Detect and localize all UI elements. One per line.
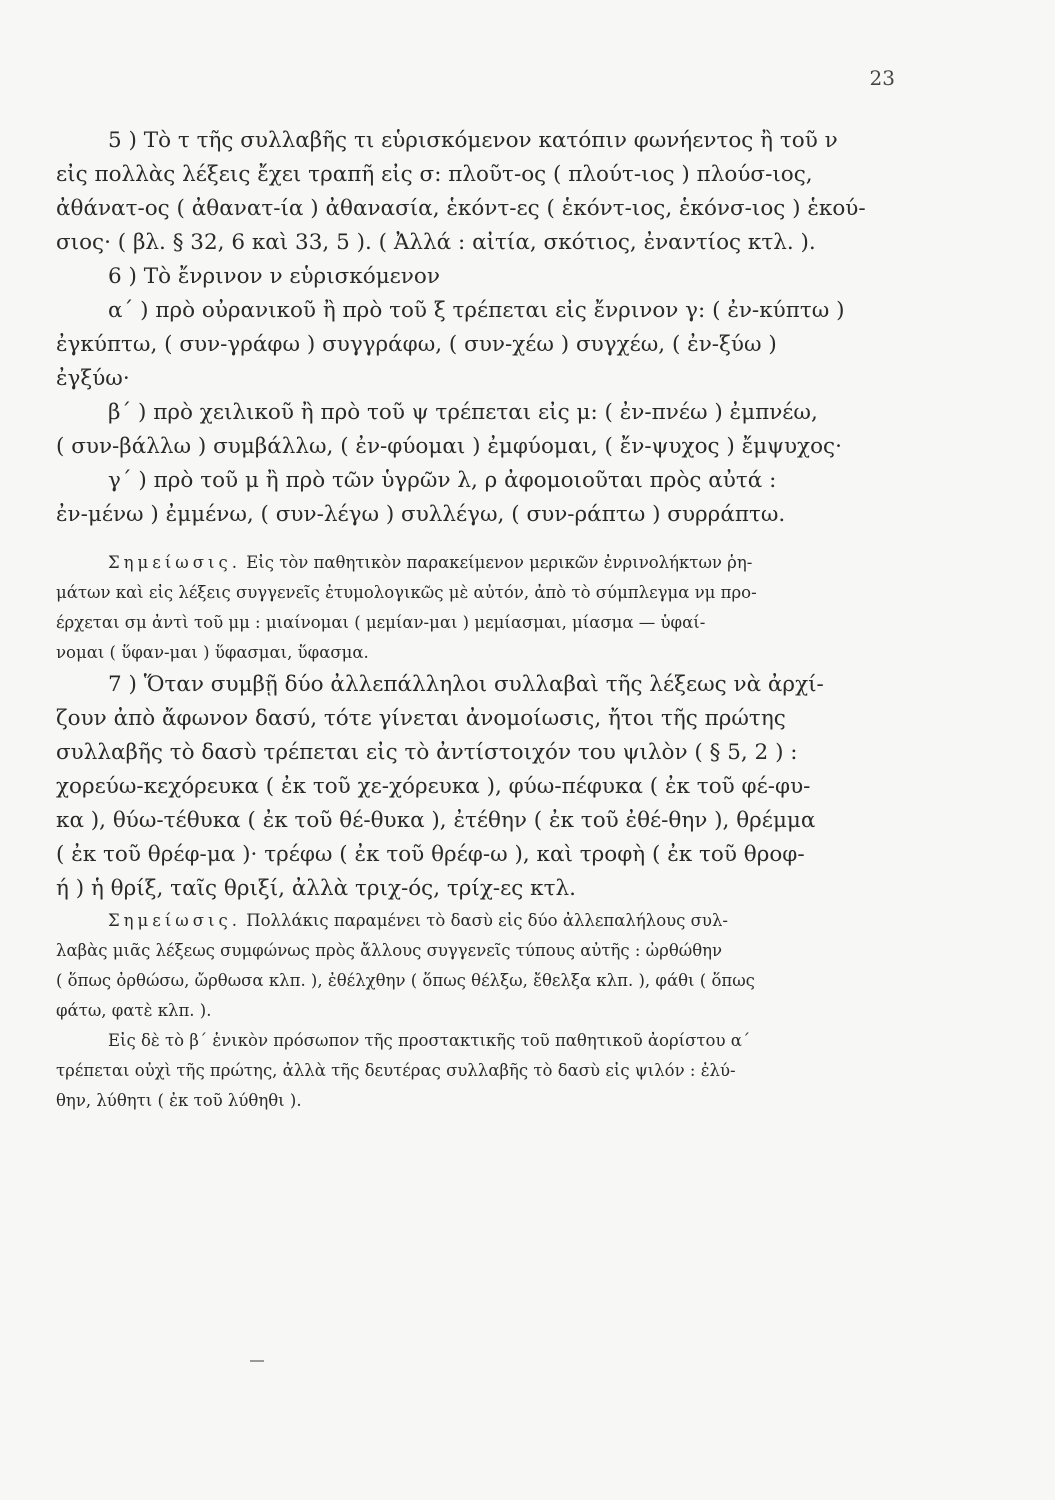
note1-line-2: μάτων καὶ εἰς λέξεις συγγενεῖς ἐτυμολογικῶς μὲ αὐτόν, ἀπὸ τὸ σύμπλεγμα νμ προ- [56, 583, 757, 602]
sec5-line-2: εἰς πολλὰς λέξεις ἔχει τραπῆ εἰς σ: πλοῦτ-ος ( πλούτ-ιος ) πλούσ-ιος, [56, 162, 813, 187]
sec6-a-line-2: ἐγκύπτω, ( συν-γράφω ) συγγράφω, ( συν-χέω ) συγχέω, ( ἐν-ξύω ) [56, 332, 777, 357]
note2-line-7: θην, λύθητι ( ἐκ τοῦ λύθηθι ). [56, 1091, 302, 1110]
note2-line-5: Εἰς δὲ τὸ β΄ ἑνικὸν πρόσωπον τῆς προστακτικῆς τοῦ παθητικοῦ ἀορίστου α΄ [108, 1031, 751, 1050]
sec7-line-3: συλλαβῆς τὸ δασὺ τρέπεται εἰς τὸ ἀντίστοιχόν του ψιλὸν ( § 5, 2 ) : [56, 740, 798, 765]
note1-label: Σημείωσις. [108, 553, 241, 572]
sec6-b-line-2: ( συν-βάλλω ) συμβάλλω, ( ἐν-φύομαι ) ἐμφύομαι, ( ἔν-ψυχος ) ἔμψυχος· [56, 434, 842, 459]
sec6-a-line-3: ἐγξύω· [56, 366, 130, 391]
note1-line-4: νομαι ( ὕφαν-μαι ) ὕφασμαι, ὕφασμα. [56, 643, 369, 662]
sec7-line-4: χορεύω-κεχόρευκα ( ἐκ τοῦ χε-χόρευκα ), φύω-πέφυκα ( ἐκ τοῦ φέ-φυ- [56, 774, 811, 799]
sec6-c-line-2: ἐν-μένω ) ἐμμένω, ( συν-λέγω ) συλλέγω, ( συν-ράπτω ) συρράπτω. [56, 502, 786, 527]
note1-line-3: έρχεται σμ ἀντὶ τοῦ μμ : μιαίνομαι ( μεμίαν-μαι ) μεμίασμαι, μίασμα — ὑφαί- [56, 613, 706, 632]
sec6-b-line-1: β΄ ) πρὸ χειλικοῦ ἢ πρὸ τοῦ ψ τρέπεται εἰς μ: ( ἐν-πνέω ) ἐμπνέω, [108, 400, 818, 425]
page-mark [250, 1360, 264, 1362]
sec6-heading: 6 ) Τὸ ἔνρινον ν εὑρισκόμενον [108, 264, 440, 289]
note2-text-1: Πολλάκις παραμένει τὸ δασὺ εἰς δύο ἀλλεπαλήλους συλ- [246, 911, 728, 930]
sec5-line-4: σιος· ( βλ. § 32, 6 καὶ 33, 5 ). ( Ἀλλά : αἰτία, σκότιος, ἐναντίος κτλ. ). [56, 230, 816, 255]
note1-line-1 [56, 548, 906, 578]
sec6-c-line-1: γ΄ ) πρὸ τοῦ μ ἢ πρὸ τῶν ὑγρῶν λ, ρ ἀφομοιοῦται πρὸς αὐτά : [108, 468, 777, 493]
sec7-line-2: ζουν ἀπὸ ἄφωνον δασύ, τότε γίνεται ἀνομοίωσις, ἤτοι τῆς πρώτης [56, 706, 786, 731]
note1-text-1: Εἰς τὸν παθητικὸν παρακείμενον μερικῶν ἐνρινολήκτων ῥη- [246, 553, 753, 572]
note2-line-3: ( ὅπως ὀρθώσω, ὤρθωσα κλπ. ), ἐθέλχθην ( ὅπως θέλξω, ἔθελξα κλπ. ), φάθι ( ὅπως [56, 971, 755, 990]
sec5-line-1: 5 ) Τὸ τ τῆς συλλαβῆς τι εὑρισκόμενον κατόπιν φωνήεντος ἢ τοῦ ν [108, 128, 838, 153]
sec7-line-1: 7 ) Ὅταν συμβῇ δύο ἀλλεπάλληλοι συλλαβαὶ τῆς λέξεως νὰ ἀρχί- [108, 672, 824, 697]
sec7-line-5: κα ), θύω-τέθυκα ( ἐκ τοῦ θέ-θυκα ), ἐτέθην ( ἐκ τοῦ ἐθέ-θην ), θρέμμα [56, 808, 816, 833]
note2-line-2: λαβὰς μιᾶς λέξεως συμφώνως πρὸς ἄλλους συγγενεῖς τύπους αὐτῆς : ὠρθώθην [56, 941, 723, 960]
sec7-line-7: ή ) ἡ θρίξ, ταῖς θριξί, ἀλλὰ τριχ-ός, τρίχ-ες κτλ. [56, 876, 576, 901]
sec5-line-3: ἀθάνατ-ος ( ἀθανατ-ία ) ἀθανασία, ἑκόντ-ες ( ἑκόντ-ιος, ἑκόνσ-ιος ) ἑκού- [56, 196, 866, 221]
note2-label: Σημείωσις. [108, 911, 241, 930]
note2-line-1 [56, 906, 906, 936]
main-text [56, 124, 906, 1116]
page-number: 23 [869, 66, 895, 90]
sec6-a-line-1: α΄ ) πρὸ οὐρανικοῦ ἢ πρὸ τοῦ ξ τρέπεται εἰς ἔνρινον γ: ( ἐν-κύπτω ) [108, 298, 845, 323]
sec7-line-6: ( ἐκ τοῦ θρέφ-μα )· τρέφω ( ἐκ τοῦ θρέφ-ω ), καὶ τροφὴ ( ἐκ τοῦ θροφ- [56, 842, 805, 867]
note2-line-6: τρέπεται οὐχὶ τῆς πρώτης, ἀλλὰ τῆς δευτέρας συλλαβῆς τὸ δασὺ εἰς ψιλόν : ἐλύ- [56, 1061, 736, 1080]
note2-line-4: φάτω, φατὲ κλπ. ). [56, 1001, 212, 1020]
